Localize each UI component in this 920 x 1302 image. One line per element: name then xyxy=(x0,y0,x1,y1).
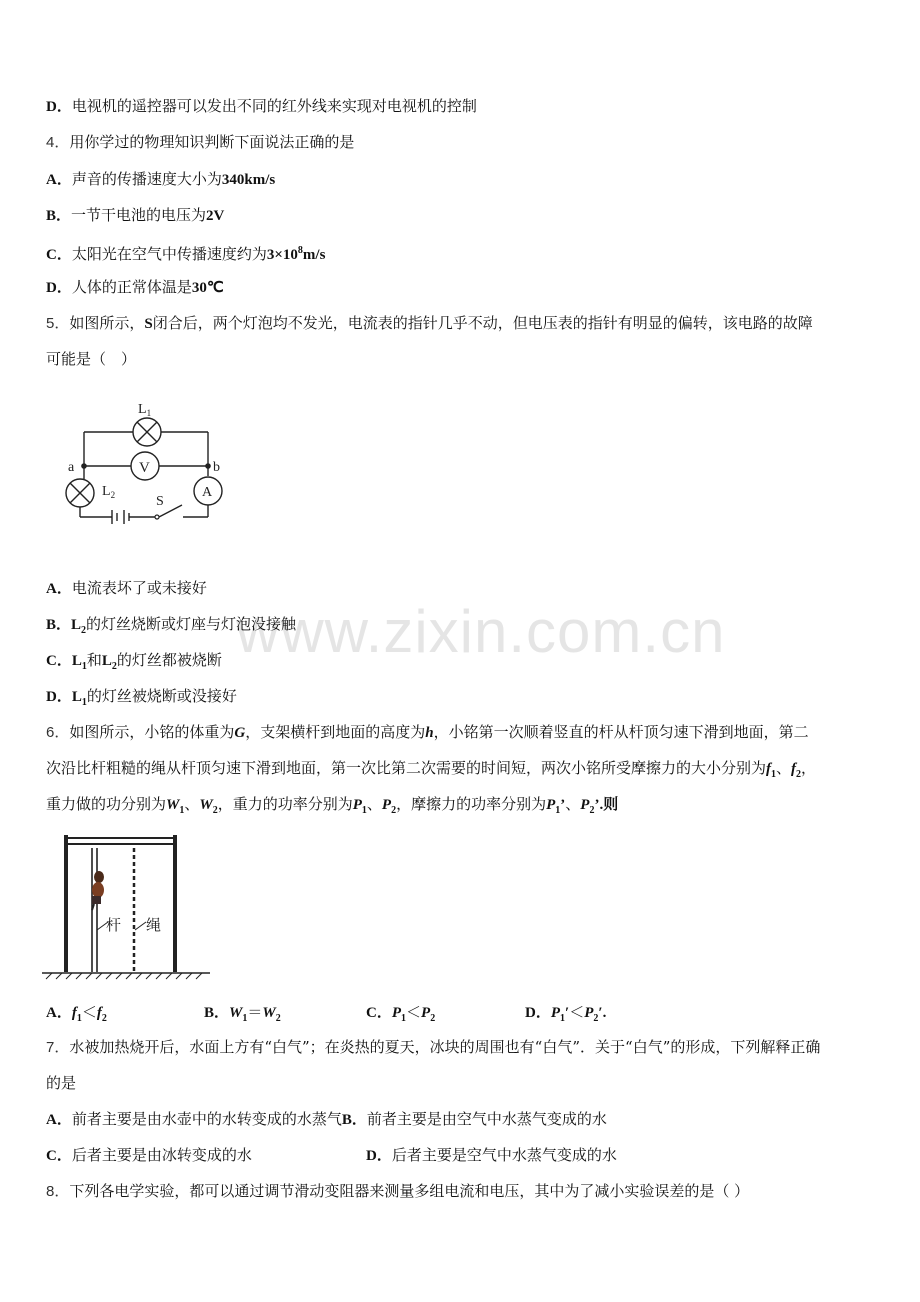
q4-option-b: B．一节干电池的电压为2V xyxy=(46,206,225,224)
q7-option-a: A．前者主要是由水壶中的水转变成的水蒸气 xyxy=(46,1110,342,1128)
q5-stem-2: 可能是（ ） xyxy=(46,350,137,368)
q7-option-b: B．前者主要是由空气中水蒸气变成的水 xyxy=(341,1110,607,1128)
q5-option-d: D．$L_1$的灯丝被烧断或没接好 xyxy=(46,687,237,708)
person-icon xyxy=(92,871,104,910)
q7-option-d: D．后者主要是空气中水蒸气变成的水 xyxy=(366,1146,617,1164)
q4-option-a: A．声音的传播速度大小为340km/s xyxy=(46,170,276,188)
q7-options-ab xyxy=(46,1109,607,1130)
svg-text:绳: 绳 xyxy=(146,916,162,934)
pole-rope-figure xyxy=(42,830,212,980)
circuit-diagram xyxy=(60,395,230,530)
q6-stem-3: 重力做的功分别为$W_1$、$W_2$，重力的功率分别为$P_1$、$P_2$，摩擦力的功率分别为$P_1$’、$P_2$’.则 xyxy=(46,795,619,816)
q7-stem: 7．水被加热烧开后，水面上方有“白气”；在炎热的夏天，冰块的周围也有“白气”．关于“白气”的形成，下列解释正确 xyxy=(46,1038,821,1056)
watermark: www.zixin.com.cn xyxy=(236,598,726,665)
q4-stem: 4．用你学过的物理知识判断下面说法正确的是 xyxy=(46,133,355,151)
q6-option-a: A．$f_1<f_2$ xyxy=(46,1003,107,1024)
svg-text:b: b xyxy=(213,460,220,475)
q6-option-d: D．$P_1'<P_2'$. xyxy=(525,1003,607,1024)
q5-option-c: C．$L_1$和$L_2$的灯丝都被烧断 xyxy=(46,651,222,672)
q4-option-c: C．太阳光在空气中传播速度约为$3\times 10^8m/s$ xyxy=(46,245,326,263)
svg-text:L1: $L_1$ xyxy=(138,402,152,418)
q7-option-c: C．后者主要是由冰转变成的水 xyxy=(46,1146,252,1164)
q5-option-a: A．电流表坏了或未接好 xyxy=(46,579,207,597)
q4-option-d: D．人体的正常体温是30℃ xyxy=(46,278,224,296)
q5-stem: 5．如图所示，S闭合后，两个灯泡均不发光，电流表的指针几乎不动，但电压表的指针有明显的偏转，该电路的故障 xyxy=(46,314,813,332)
q6-stem-1: 6．如图所示，小铭的体重为G，支架横杆到地面的高度为h，小铭第一次顺着竖直的杆从杆顶匀速下滑到地面，第二 xyxy=(46,723,809,741)
q6-option-b: B．$W_1=W_2$ xyxy=(204,1003,281,1024)
q8-stem: 8．下列各电学实验，都可以通过调节滑动变阻器来测量多组电流和电压，其中为了减小实验误差的是（ ） xyxy=(46,1182,750,1200)
svg-text:V: V xyxy=(139,460,150,476)
svg-text:L2: $L_2$ xyxy=(102,484,116,500)
q5-option-b: B．$L_2$的灯丝烧断或灯座与灯泡没接触 xyxy=(46,615,297,636)
q7-stem-2: 的是 xyxy=(46,1074,77,1092)
svg-text:杆: 杆 xyxy=(106,916,122,934)
svg-text:S: S xyxy=(156,494,164,509)
q6-option-c: C．$P_1<P_2$ xyxy=(366,1003,436,1024)
q6-stem-2: 次沿比杆粗糙的绳从杆顶匀速下滑到地面，第一次比第二次需要的时间短，两次小铭所受摩擦力的大小分别为$f_1$、$f_2$， xyxy=(46,759,817,780)
q3-option-d: D．电视机的遥控器可以发出不同的红外线来实现对电视机的控制 xyxy=(46,97,477,115)
svg-text:a: a xyxy=(68,460,75,475)
svg-text:A: A xyxy=(202,485,213,500)
